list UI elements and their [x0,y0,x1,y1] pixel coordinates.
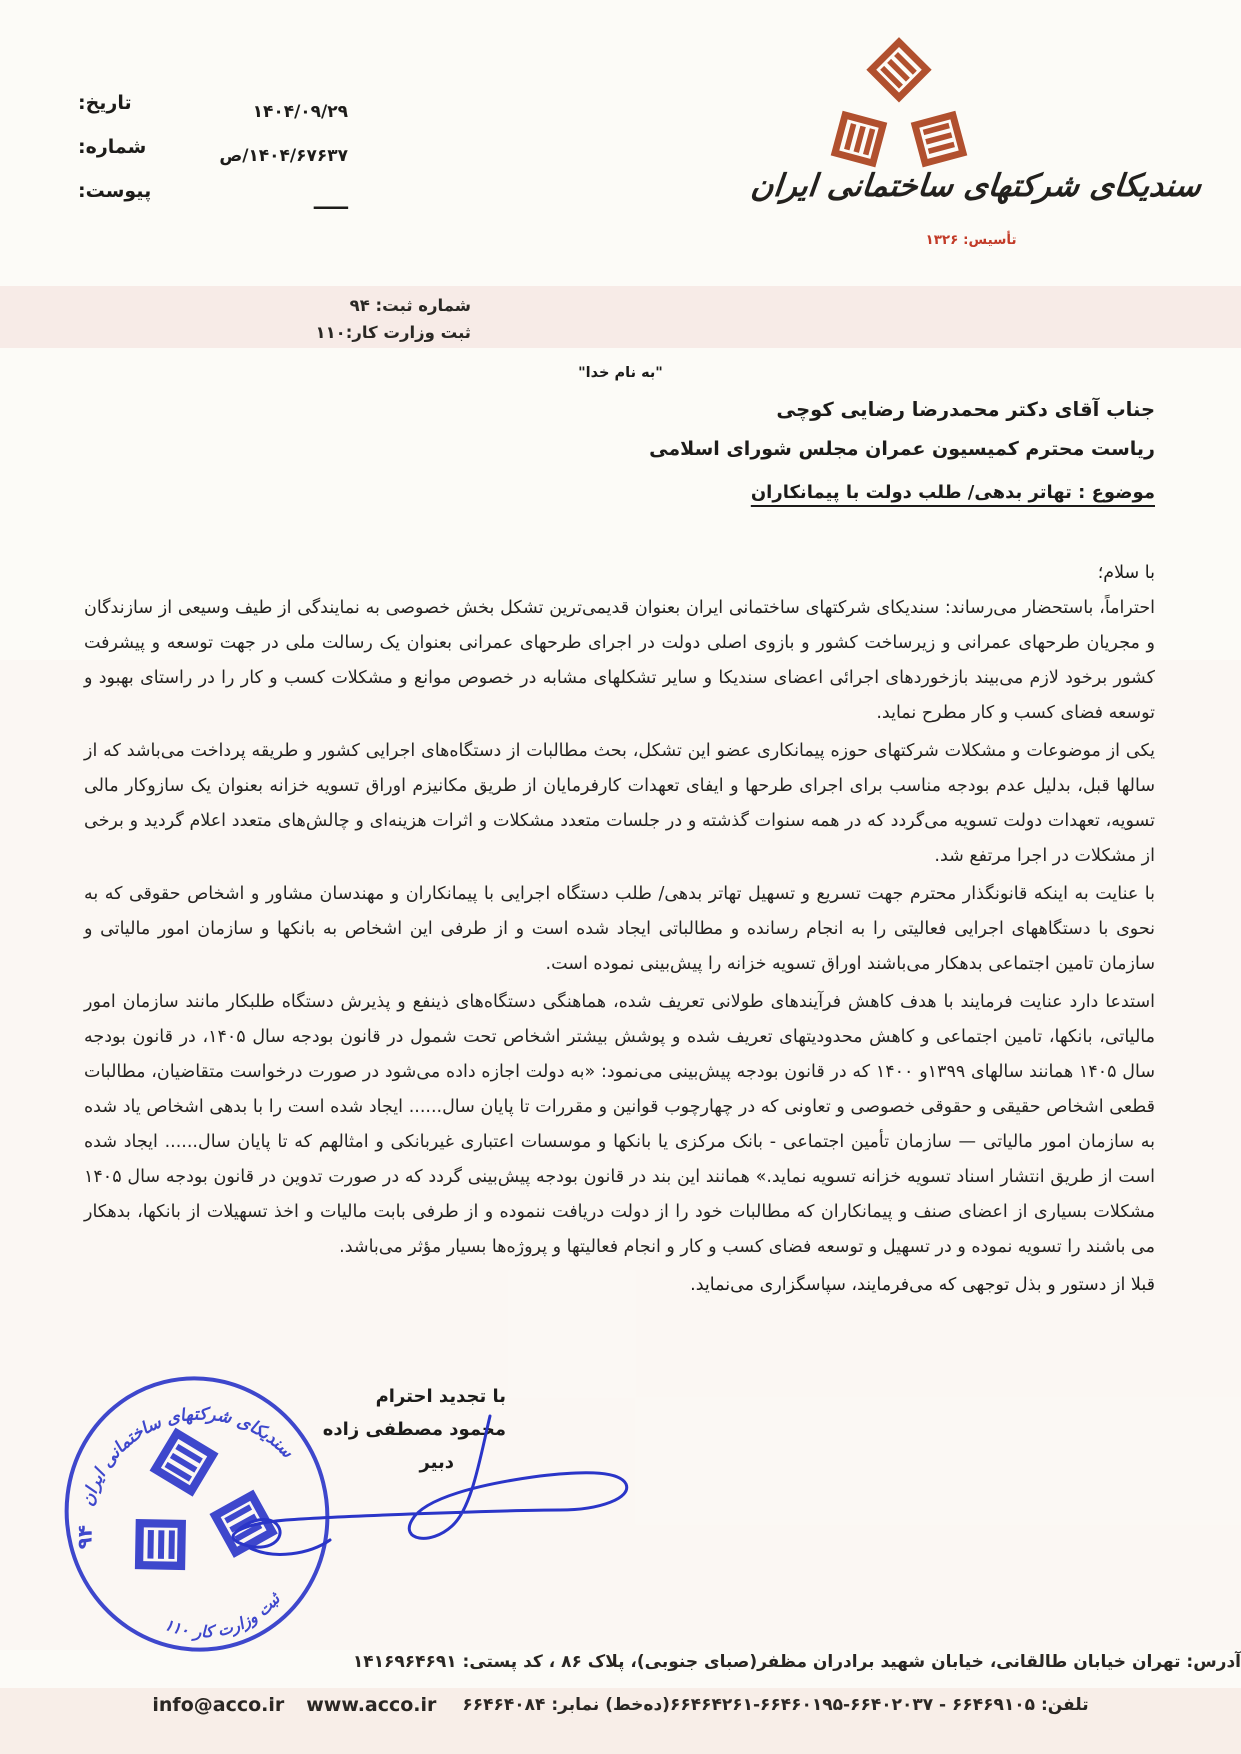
recipient-block [85,398,1155,503]
registration-number: شماره ثبت: ۹۴ [349,296,471,315]
body-paragraph-3: با عنایت به اینکه قانونگذار محترم جهت تسریع و تسهیل تهاتر بدهی/ طلب دستگاه اجرایی با پیمانکاران و مهندسان مشاور و اشخاص حقوقی که به نحوی با دستگاههای اجرایی فعالیتی را به انجام رسانده و مطالباتی ایجاد شده است و از طرفی این اشخاص به بانکها و سازمان امور مالیاتی و سازمان تامین اجتماعی بدهکار می‌باشند اوراق تسویه خزانه را پیش‌بینی نموده است. [84,884,1155,974]
signature-respect-line: با تجدید احترام [375,1386,506,1407]
scan-tint-band [0,286,1241,348]
date-label: تاریخ: [78,92,132,114]
attachment-label: پیوست: [78,180,152,202]
date-value: ۱۴۰۴/۰۹/۲۹ [252,102,348,122]
body-paragraph-2: یکی از موضوعات و مشکلات شرکتهای حوزه پیمانکاری عضو این تشکل، بحث مطالبات از دستگاه‌های اجرایی کشور و طریقه پرداخت می‌باشد که از سالها قبل، بدلیل عدم بودجه مناسب برای اجرای طرحها و ایفای تعهدات کارفرمایان از طریق مکانیزم اوراق تسویه خزانه بعنوان یک سازوکار مالی تسویه، تعهدات دولت تسویه می‌گردد که در همه سنوات گذشته و در جلسات متعدد مشکلات و اثرات هزینه‌ای و چالش‌های متعدد اعلام گردید و برخی از مشکلات در اجرا مرتفع شد. [84,741,1155,866]
bismillah-text: "به نام خدا" [578,365,663,381]
labor-ministry-registration: ثبت وزارت کار:۱۱۰ [315,323,471,342]
letter-body [84,556,1155,1303]
org-name-calligraphy: سندیکای شرکتهای ساختمانی ایران [748,168,1203,204]
salutation: با سلام؛ [1097,563,1155,583]
signatory-title: دبیر [419,1452,454,1473]
stamp-number: ۹۴ [72,1524,97,1550]
body-paragraph-1: احتراماً، باستحضار می‌رساند: سندیکای شرکتهای ساختمانی ایران بعنوان قدیمی‌ترین تشکل بخش خصوصی به نمایندگی از طیف وسیعی از سازندگان و مجریان طرحهای عمرانی و زیرساخت کشور و بازوی اصلی دولت در اجرای طرحهای عمرانی بعنوان یک رسالت ملی در جهت توسعه و پیشرفت کشور برخود لازم می‌بیند بازخوردهای اجرائی اعضای سندیکا و سایر تشکلهای مشابه در خصوص موانع و مشکلات کسب و کار را در راستای بهبود و توسعه فضای کسب و کار مطرح نماید. [84,598,1155,723]
bismillah-line [0,362,1241,381]
handwritten-signature [190,1398,710,1588]
body-paragraph-4: استدعا دارد عنایت فرمایند با هدف کاهش فرآیندهای طولانی تعریف شده، هماهنگی دستگاه‌های ذینفع و پذیرش دستگاه طلبکار مانند سازمان امور مالیاتی، بانکها، تامین اجتماعی و کاهش محدودیتهای تعریف شده و پوشش بیشتر اشخاص تحت شمول در قانون بودجه سال ۱۴۰۵، در قانون بودجه سال ۱۴۰۵ همانند سالهای ۱۳۹۹و ۱۴۰۰ که در قانون بودجه پیش‌بینی می‌نمود: «به دولت اجازه داده می‌شود در صورت درخواست متقاضیان، مطالبات قطعی اشخاص حقیقی و حقوقی خصوصی و تعاونی که در چهارچوب قوانین و مقررات تا پایان سال...... ایجاد شده است را با بدهی اشخاص یاد شده به سازمان امور مالیاتی — سازمان تأمین اجتماعی - بانک مرکزی یا بانکها و موسسات اعتباری غیربانکی و امثالهم که تا پایان سال...... ایجاد شده است از طریق انتشار اسناد تسویه خزانه تسویه نماید.» همانند این بند در قانون بودجه پیش‌بینی گردد که در صورت تدوین در قانون بودجه سال ۱۴۰۵ مشکلات بسیاری از اعضای صنف و پیمانکاران که مطالبات خود را از دولت دریافت ننموده و از طرفی بابت مالیات و اخذ تسهیلات از بانکها، بدهکار می باشند را تسویه نموده و در تسهیل و توسعه فضای کسب و کار و انجام فعالیتها و پروژه‌ها بسیار مؤثر می‌باشد. [84,992,1155,1257]
attachment-value: ـــــ [313,190,348,214]
number-value: ۱۴۰۴/۶۷۶۳۷/ص [219,146,348,166]
footer-phones: تلفن: ۶۶۴۶۹۱۰۵ - ۶۶۴۰۲۰۳۷-۶۶۴۶۰۱۹۵-۶۶۴۶۴۲۶۱(ده‌خط) نمابر: ۶۶۴۶۴۰۸۴ [462,1695,1089,1715]
stamp-org-text: سندیکای شرکتهای ساختمانی ایران [77,1404,298,1509]
recipient-name: جناب آقای دکتر محمدرضا رضایی کوچی [776,398,1155,421]
number-row [78,136,348,166]
signatory-name: محمود مصطفی زاده [322,1419,506,1440]
header-meta [78,92,348,228]
closing-line: قبلا از دستور و بذل توجهی که می‌فرمایند، سپاسگزاری می‌نماید. [690,1275,1155,1295]
footer-email: info@acco.ir [152,1694,285,1716]
footer-contact [0,1694,1241,1716]
registration-block [271,292,471,346]
footer-website: www.acco.ir [306,1694,437,1716]
subject-line: موضوع : تهاتر بدهی/ طلب دولت با پیمانکاران [750,482,1155,503]
footer-address: آدرس: تهران خیابان طالقانی، خیابان شهید برادران مظفر(صبای جنوبی)، پلاک ۸۶ ، کد پستی: ۱۴۱۶۹۶۴۶۹۱ [352,1652,1241,1672]
date-row [78,92,348,122]
attachment-row [78,180,348,214]
org-established-year: تأسیس: ۱۳۲۶ [925,232,1017,248]
recipient-title: ریاست محترم کمیسیون عمران مجلس شورای اسلامی [649,438,1155,460]
stamp-labor-text: ثبت وزارت کار ۱۱۰ [161,1589,284,1642]
number-label: شماره: [78,136,147,158]
footer-latin-block [152,1694,436,1716]
svg-text:ثبت وزارت کار ۱۱۰ [158,1585,292,1654]
